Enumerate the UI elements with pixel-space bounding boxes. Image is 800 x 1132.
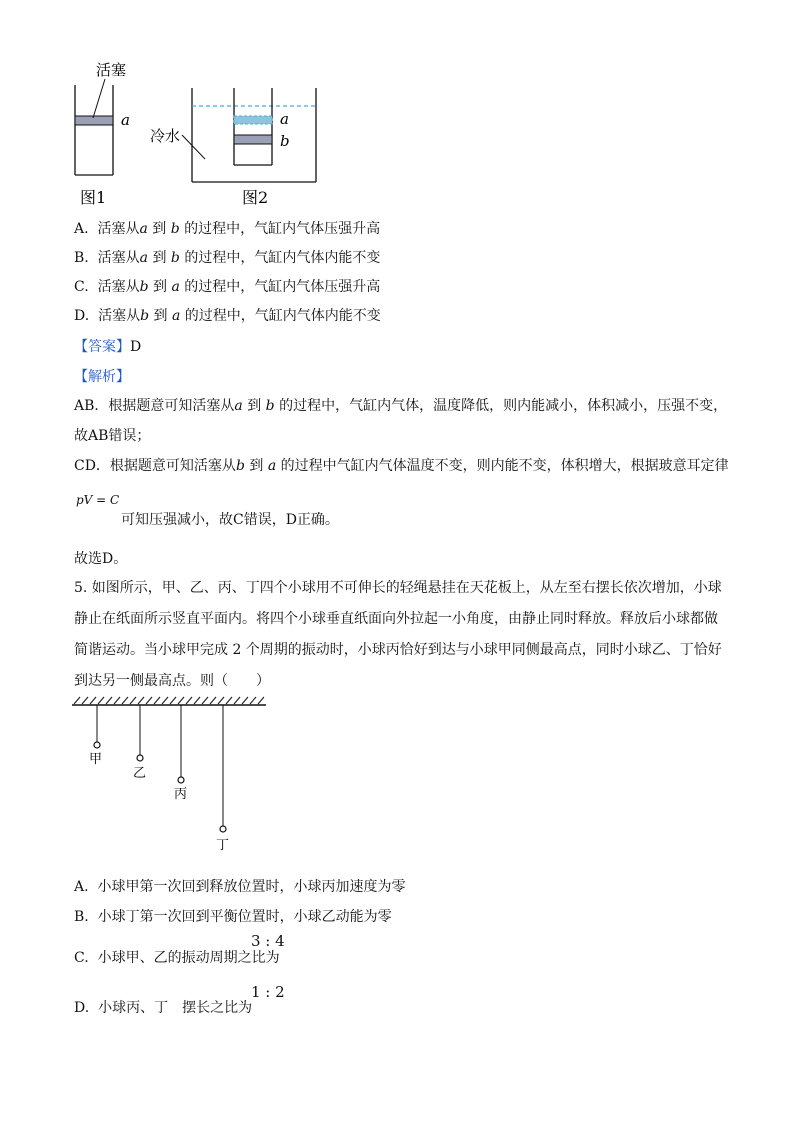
q5-option-d: D. 小球丙、丁 摆长之比为 [74, 1000, 253, 1016]
q5-option-c: C. 小球甲、乙的振动周期之比为 [74, 950, 280, 966]
piston-position-a [234, 116, 272, 124]
ball-ding [220, 826, 226, 832]
label-bing: 丙 [174, 787, 188, 802]
ball-jia [94, 742, 100, 748]
pendulum-bing [174, 705, 187, 802]
q5-option-d-ratio: 1 : 2 [251, 983, 285, 1001]
answer-tag: 【答案】 [74, 339, 130, 355]
piston-1 [75, 116, 113, 125]
cylinder-1 [75, 61, 130, 207]
q4-option-a: A. 活塞从a 到 b 的过程中，气缸内气体压强升高 [74, 221, 381, 237]
piston-position-b [234, 135, 272, 144]
q4-option-c: C. 活塞从b 到 a 的过程中，气缸内气体压强升高 [74, 279, 381, 295]
q5-option-a: A. 小球甲第一次回到释放位置时，小球丙加速度为零 [74, 879, 406, 895]
analysis-ab-line2: 故AB错误； [74, 428, 151, 444]
pendulum-jia [89, 705, 102, 767]
q5-option-b: B. 小球丁第一次回到平衡位置时，小球乙动能为零 [74, 909, 392, 925]
analysis-cd-line2: 可知压强减小，故C错误，D正确。 [121, 512, 339, 528]
analysis-tag: 【解析】 [74, 369, 130, 385]
ceiling [72, 697, 266, 705]
caption-fig2: 图2 [242, 188, 269, 207]
cold-water-label: 冷水 [150, 127, 181, 145]
analysis-cd-line1: CD．根据题意可知活塞从b 到 a 的过程中气缸内气体温度不变，则内能不变，体积增大，根据玻意耳定律 [74, 458, 729, 474]
q5-option-c-ratio: 3 : 4 [251, 932, 285, 950]
piston-figure [60, 55, 380, 215]
label-ding: 丁 [216, 838, 230, 853]
answer-line [74, 337, 141, 357]
analysis-conclusion: 故选D。 [74, 551, 128, 567]
q4-option-b: B. 活塞从a 到 b 的过程中，气缸内气体内能不变 [74, 250, 381, 266]
ball-yi [137, 755, 143, 761]
label-b-fig2: b [280, 132, 290, 150]
ball-bing [178, 777, 184, 783]
pendulum-ding [216, 705, 229, 853]
formula: pV = C [76, 493, 120, 507]
analysis-ab-line1: AB．根据题意可知活塞从a 到 b 的过程中，气缸内气体，温度降低，则内能减小，体积减小，压强不变， [74, 398, 728, 414]
piston-label: 活塞 [96, 61, 127, 79]
q5-line2: 静止在纸面所示竖直平面内。将四个小球垂直纸面向外拉起一小角度，由静止同时释放。释放后小球都做 [74, 611, 718, 627]
q4-option-d: D. 活塞从b 到 a 的过程中，气缸内气体内能不变 [74, 308, 381, 324]
pendulum-figure [70, 695, 280, 855]
cylinder-2 [150, 88, 316, 207]
label-a-fig1: a [121, 111, 130, 129]
label-yi: 乙 [133, 766, 147, 781]
label-jia: 甲 [89, 752, 103, 767]
q5-line3: 简谐运动。当小球甲完成 2 个周期的振动时，小球丙恰好到达与小球甲同侧最高点，同时小球乙、丁恰好 [74, 642, 722, 658]
caption-fig1: 图1 [80, 188, 107, 207]
pendulum-yi [133, 705, 146, 781]
answer-value: D [130, 339, 142, 355]
q5-line1: 5. 如图所示，甲、乙、丙、丁四个小球用不可伸长的轻绳悬挂在天花板上，从左至右摆长依次增加，小球 [74, 580, 722, 596]
label-a-fig2: a [280, 110, 289, 128]
q5-line4: 到达另一侧最高点。则（ ） [74, 673, 270, 689]
